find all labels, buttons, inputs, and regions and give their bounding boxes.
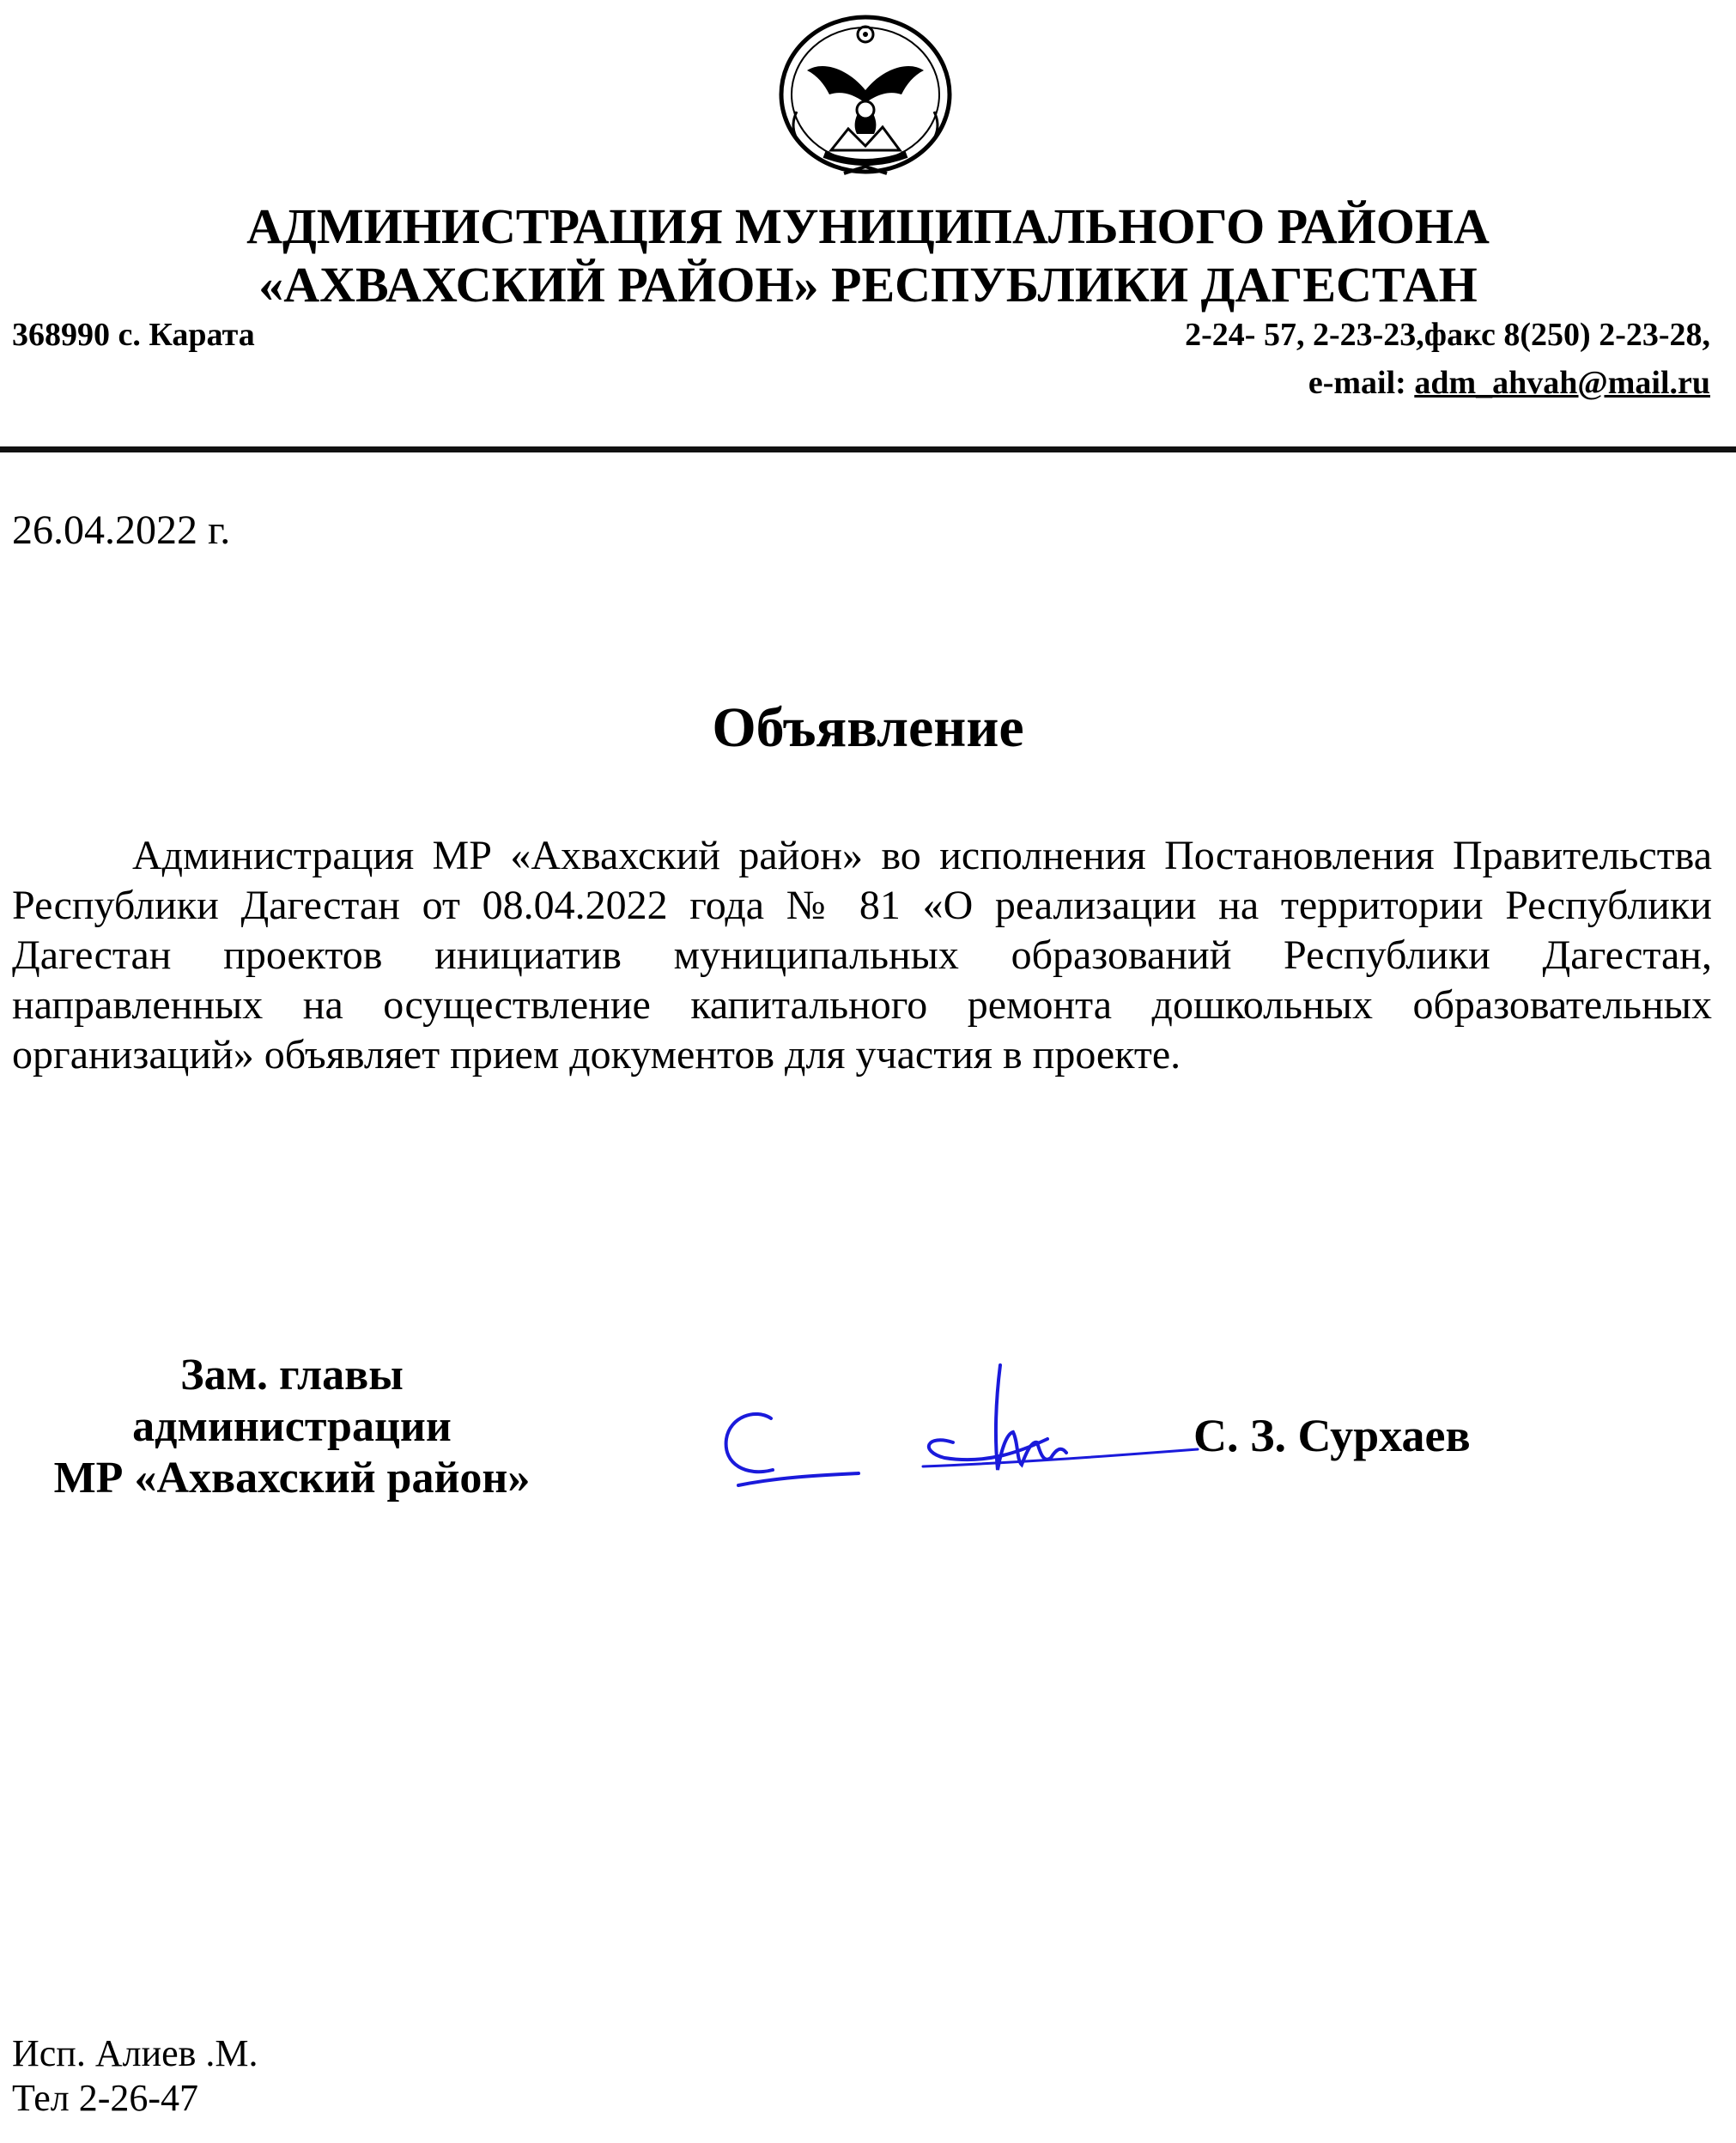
header-divider [0, 446, 1736, 452]
position-line-2: администрации [132, 1402, 452, 1451]
email-line [1308, 364, 1710, 402]
handwritten-signature [704, 1357, 1219, 1503]
signatory-position [9, 1350, 575, 1504]
executor-name: Исп. Алиев .М. [12, 2032, 258, 2074]
email-link[interactable]: adm_ahvah@mail.ru [1414, 365, 1710, 401]
position-line-1: Зам. главы [180, 1351, 404, 1399]
organization-name-line1: АДМИНИСТРАЦИЯ МУНИЦИПАЛЬНОГО РАЙОНА [246, 198, 1490, 254]
organization-name-line2: «АХВАХСКИЙ РАЙОН» РЕСПУБЛИКИ ДАГЕСТАН [258, 257, 1478, 313]
executor-phone: Тел 2-26-47 [12, 2077, 198, 2119]
document-title: Объявление [712, 696, 1024, 759]
coat-of-arms-emblem [762, 9, 968, 180]
position-line-3: МР «Ахвахский район» [53, 1454, 531, 1503]
executor-info [12, 2031, 258, 2121]
announcement-body: Администрация МР «Ахвахский район» во исполнения Постановления Правительства Республики Дагестан от 08.04.2022 года № 81 «О реализации на территории Республики Дагестан проектов инициатив муниципальных образований Республики Дагестан, направленных на осуществление капитального ремонта дошкольных образовательных организаций» объявляет прием документов для участия в проекте. [12, 833, 1712, 1078]
phone-fax: 2-24- 57, 2-23-23,факс 8(250) 2-23-28, [1185, 317, 1710, 353]
email-label: e-mail: [1308, 365, 1415, 401]
signatory-name: С. З. Сурхаев [1193, 1410, 1471, 1461]
postal-address: 368990 с. Карата [12, 317, 255, 353]
document-date: 26.04.2022 г. [12, 507, 231, 553]
